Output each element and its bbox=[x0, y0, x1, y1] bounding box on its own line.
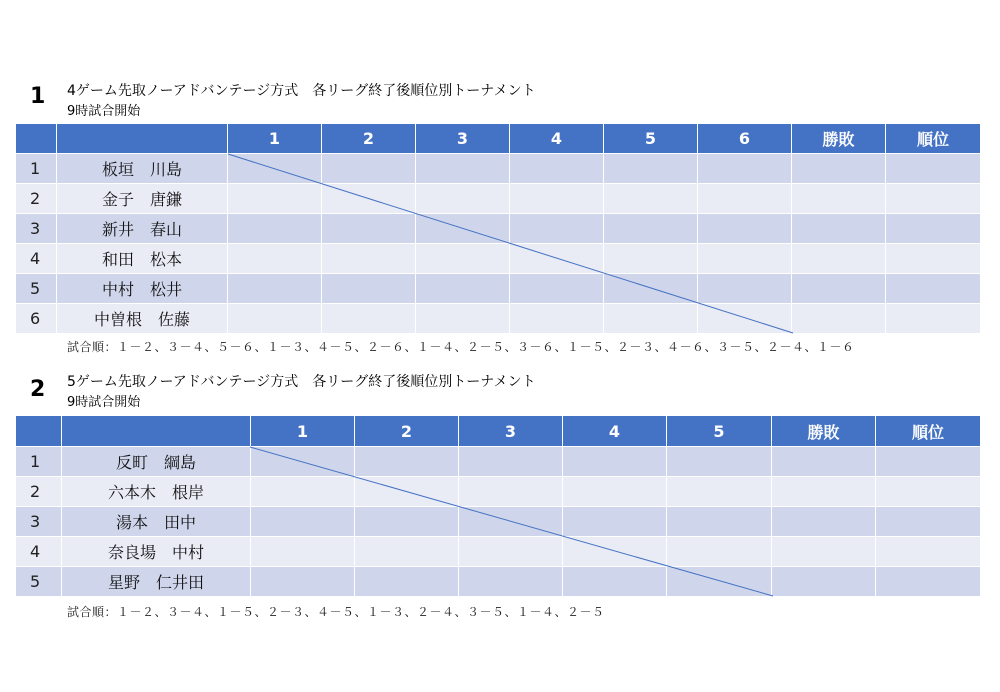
score-cell[interactable] bbox=[563, 447, 667, 477]
score-cell[interactable] bbox=[322, 244, 416, 274]
score-cell[interactable] bbox=[322, 214, 416, 244]
header-cell bbox=[16, 124, 57, 154]
score-cell[interactable] bbox=[698, 244, 792, 274]
header-cell: 2 bbox=[322, 124, 416, 154]
score-cell[interactable] bbox=[228, 244, 322, 274]
score-cell[interactable] bbox=[251, 507, 355, 537]
rank-cell[interactable] bbox=[876, 447, 981, 477]
row-number: 3 bbox=[16, 214, 57, 244]
player-pair: 星野 仁井田 bbox=[62, 567, 251, 597]
score-cell[interactable] bbox=[416, 214, 510, 244]
score-cell[interactable] bbox=[604, 304, 698, 334]
player-pair: 奈良場 中村 bbox=[62, 537, 251, 567]
score-cell[interactable] bbox=[251, 567, 355, 597]
rank-cell[interactable] bbox=[876, 507, 981, 537]
rank-cell[interactable] bbox=[876, 567, 981, 597]
header-row bbox=[16, 124, 981, 154]
score-cell[interactable] bbox=[667, 447, 772, 477]
score-cell[interactable] bbox=[698, 184, 792, 214]
header-cell: 4 bbox=[510, 124, 604, 154]
score-cell[interactable] bbox=[416, 184, 510, 214]
score-cell[interactable] bbox=[698, 214, 792, 244]
header-cell: 5 bbox=[667, 416, 772, 447]
rank-cell[interactable] bbox=[886, 244, 981, 274]
player-pair: 板垣 川島 bbox=[57, 154, 228, 184]
player-pair: 湯本 田中 bbox=[62, 507, 251, 537]
score-cell[interactable] bbox=[228, 214, 322, 244]
table-row bbox=[16, 214, 981, 244]
score-cell[interactable] bbox=[355, 477, 459, 507]
section-number: 2 bbox=[30, 377, 46, 402]
row-number: 1 bbox=[16, 154, 57, 184]
score-cell[interactable] bbox=[563, 507, 667, 537]
score-cell[interactable] bbox=[228, 184, 322, 214]
score-cell[interactable] bbox=[322, 154, 416, 184]
rank-cell[interactable] bbox=[886, 304, 981, 334]
table-row bbox=[16, 507, 981, 537]
score-cell[interactable] bbox=[355, 567, 459, 597]
win-loss-cell[interactable] bbox=[792, 274, 886, 304]
row-number: 6 bbox=[16, 304, 57, 334]
win-loss-cell[interactable] bbox=[792, 154, 886, 184]
player-pair: 中曽根 佐藤 bbox=[57, 304, 228, 334]
match-order: 試合順：１－２、３－４、５－６、１－３、４－５、２－６、１－４、２－５、３－６、１－５、２－３、４－６、３－５、２－４、１－６ bbox=[67, 340, 855, 354]
score-cell[interactable] bbox=[604, 274, 698, 304]
score-cell[interactable] bbox=[510, 184, 604, 214]
score-cell[interactable] bbox=[459, 447, 563, 477]
header-cell: 2 bbox=[355, 416, 459, 447]
table-row bbox=[16, 537, 981, 567]
row-number: 2 bbox=[16, 184, 57, 214]
score-cell[interactable] bbox=[251, 447, 355, 477]
score-cell[interactable] bbox=[416, 154, 510, 184]
score-cell[interactable] bbox=[510, 274, 604, 304]
section-title: 4ゲーム先取ノーアドバンテージ方式 各リーグ終了後順位別トーナメント bbox=[67, 83, 536, 99]
header-cell: 3 bbox=[459, 416, 563, 447]
score-cell[interactable] bbox=[604, 244, 698, 274]
header-cell: 勝敗 bbox=[792, 124, 886, 154]
row-number: 5 bbox=[16, 274, 57, 304]
rank-cell[interactable] bbox=[886, 154, 981, 184]
score-cell[interactable] bbox=[667, 477, 772, 507]
score-cell[interactable] bbox=[510, 214, 604, 244]
header-row bbox=[16, 416, 981, 447]
rank-cell[interactable] bbox=[886, 184, 981, 214]
score-cell[interactable] bbox=[416, 274, 510, 304]
header-cell: 順位 bbox=[876, 416, 981, 447]
section-title: 5ゲーム先取ノーアドバンテージ方式 各リーグ終了後順位別トーナメント bbox=[67, 374, 536, 390]
win-loss-cell[interactable] bbox=[792, 304, 886, 334]
player-pair: 新井 春山 bbox=[57, 214, 228, 244]
score-cell[interactable] bbox=[667, 567, 772, 597]
score-cell[interactable] bbox=[355, 507, 459, 537]
header-cell: 5 bbox=[604, 124, 698, 154]
table-row bbox=[16, 184, 981, 214]
rank-cell[interactable] bbox=[876, 537, 981, 567]
player-pair: 金子 唐鎌 bbox=[57, 184, 228, 214]
header-cell bbox=[57, 124, 228, 154]
score-cell[interactable] bbox=[459, 537, 563, 567]
section-subtitle: 9時試合開始 bbox=[67, 395, 141, 410]
player-pair: 中村 松井 bbox=[57, 274, 228, 304]
rank-cell[interactable] bbox=[886, 274, 981, 304]
win-loss-cell[interactable] bbox=[772, 537, 876, 567]
header-cell: 勝敗 bbox=[772, 416, 876, 447]
league-table-2 bbox=[15, 415, 981, 597]
header-cell: 4 bbox=[563, 416, 667, 447]
score-cell[interactable] bbox=[228, 154, 322, 184]
score-cell[interactable] bbox=[459, 507, 563, 537]
score-cell[interactable] bbox=[563, 477, 667, 507]
score-cell[interactable] bbox=[604, 184, 698, 214]
table-row bbox=[16, 447, 981, 477]
table-row bbox=[16, 244, 981, 274]
score-cell[interactable] bbox=[355, 447, 459, 477]
score-cell[interactable] bbox=[416, 304, 510, 334]
win-loss-cell[interactable] bbox=[772, 567, 876, 597]
league-table-1 bbox=[15, 123, 981, 334]
score-cell[interactable] bbox=[228, 274, 322, 304]
score-cell[interactable] bbox=[251, 477, 355, 507]
score-cell[interactable] bbox=[604, 154, 698, 184]
table-row bbox=[16, 154, 981, 184]
row-number: 4 bbox=[16, 244, 57, 274]
header-cell: 1 bbox=[228, 124, 322, 154]
score-cell[interactable] bbox=[563, 567, 667, 597]
match-order: 試合順：１－２、３－４、１－５、２－３、４－５、１－３、２－４、３－５、１－４、２－５ bbox=[67, 605, 605, 619]
score-cell[interactable] bbox=[510, 154, 604, 184]
score-cell[interactable] bbox=[322, 274, 416, 304]
header-cell: 順位 bbox=[886, 124, 981, 154]
table-row bbox=[16, 304, 981, 334]
score-cell[interactable] bbox=[604, 214, 698, 244]
row-number: 2 bbox=[16, 477, 62, 507]
win-loss-cell[interactable] bbox=[772, 447, 876, 477]
table-row bbox=[16, 567, 981, 597]
score-cell[interactable] bbox=[510, 244, 604, 274]
header-cell: 6 bbox=[698, 124, 792, 154]
score-cell[interactable] bbox=[698, 154, 792, 184]
win-loss-cell[interactable] bbox=[792, 214, 886, 244]
section-subtitle: 9時試合開始 bbox=[67, 104, 141, 119]
header-cell: 1 bbox=[251, 416, 355, 447]
score-cell[interactable] bbox=[459, 477, 563, 507]
score-cell[interactable] bbox=[459, 567, 563, 597]
score-cell[interactable] bbox=[698, 274, 792, 304]
win-loss-cell[interactable] bbox=[772, 507, 876, 537]
score-cell[interactable] bbox=[322, 184, 416, 214]
rank-cell[interactable] bbox=[876, 477, 981, 507]
score-cell[interactable] bbox=[322, 304, 416, 334]
player-pair: 反町 綱島 bbox=[62, 447, 251, 477]
score-cell[interactable] bbox=[228, 304, 322, 334]
row-number: 5 bbox=[16, 567, 62, 597]
score-cell[interactable] bbox=[563, 537, 667, 567]
score-cell[interactable] bbox=[355, 537, 459, 567]
row-number: 3 bbox=[16, 507, 62, 537]
header-cell bbox=[62, 416, 251, 447]
header-cell: 3 bbox=[416, 124, 510, 154]
table-row bbox=[16, 274, 981, 304]
player-pair: 六本木 根岸 bbox=[62, 477, 251, 507]
section-number: 1 bbox=[30, 84, 46, 109]
row-number: 1 bbox=[16, 447, 62, 477]
score-cell[interactable] bbox=[698, 304, 792, 334]
score-cell[interactable] bbox=[251, 537, 355, 567]
header-cell bbox=[16, 416, 62, 447]
score-cell[interactable] bbox=[667, 537, 772, 567]
win-loss-cell[interactable] bbox=[772, 477, 876, 507]
score-cell[interactable] bbox=[510, 304, 604, 334]
score-cell[interactable] bbox=[667, 507, 772, 537]
rank-cell[interactable] bbox=[886, 214, 981, 244]
win-loss-cell[interactable] bbox=[792, 244, 886, 274]
score-cell[interactable] bbox=[416, 244, 510, 274]
row-number: 4 bbox=[16, 537, 62, 567]
win-loss-cell[interactable] bbox=[792, 184, 886, 214]
table-row bbox=[16, 477, 981, 507]
player-pair: 和田 松本 bbox=[57, 244, 228, 274]
